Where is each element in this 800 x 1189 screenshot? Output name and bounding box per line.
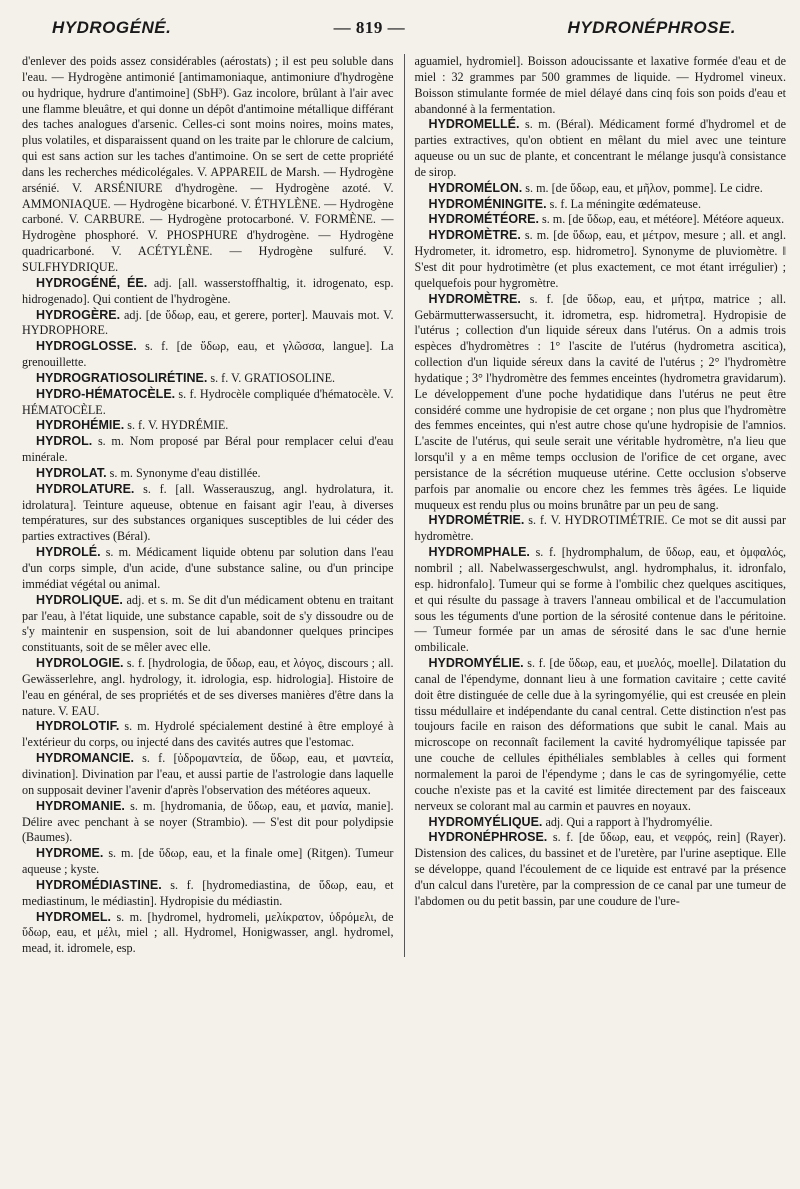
entry-definition: s. m. [de ὕδωρ, eau, et μέτρον, mesure ; all. et angl. Hydrometer, it. idrometro, esp. hidrometro]. Synonyme de pluviomètre. ‖ S'est dit pour hydrotimètre (et plus exactement, ce mot étant irrégulier) ; quelquefois pour hygromètre. (414, 228, 786, 290)
entry-headword: HYDROMYÉLIE. (428, 656, 524, 671)
entry-headword: HYDROMELLÉ. (428, 117, 520, 132)
entry-definition: d'enlever des poids assez considérables (aérostats) ; il est peu soluble dans l'eau. — Hydrogène antimonié [antimamoniaque, antimoniure d'hydrogène ou hydrique, hydrure d'antimoine] (SbH³). Gaz incolore, brûlant à l'air avec une flamme bleuâtre, et qui donne un dépôt d'antimoine métallique différant des taches analogues d'arsenic. Celles-ci sont moins noires, moins mates, plus volatiles, et disparaissent quand on les traite par le chlorure de calcium, qui est sans action sur les taches d'antimoine. On se sert de cette propriété dans les recherches médicolégales. V. APPAREIL de Marsh. — Hydrogène arsénié. V. ARSÉNIURE d'hydrogène. — Hydrogène azoté. V. AMMONIAQUE. — Hydrogène bicarboné. V. ÉTHYLÈNE. — Hydrogène carboné. V. CARBURE. — Hydrogène protocarboné. V. FORMÈNE. — Hydrogène phosphoré. V. PHOSPHURE d'hydrogène. — Hydrogène quadricarboné. V. ACÉTYLÈNE. — Hydrogène sulfuré. V. SULFHYDRIQUE. (22, 54, 394, 274)
dictionary-entry (415, 292, 787, 514)
dictionary-entry (415, 545, 787, 656)
dictionary-entry (22, 545, 394, 593)
left-column (22, 54, 405, 957)
dictionary-entry (415, 656, 787, 814)
entry-headword: HYDROMANCIE. (36, 751, 134, 766)
dictionary-entry (22, 846, 394, 878)
entry-headword: HYDRONÉPHROSE. (428, 830, 548, 845)
entry-headword: HYDROGÈRE. (36, 307, 121, 322)
entry-headword: HYDROMÉTÉORE. (428, 212, 539, 227)
entry-definition: s. f. [de ὕδωρ, eau, et μυελός, moelle]. Dilatation du canal de l'épendyme, donnant lieu à une formation cavitaire ; cette cavité doit être distinguée de celle due à la syringomyélie, qui est creusée en plein tissu médullaire et indépendante du canal central. Cette distinction n'est pas toujours facile en raison des déformations que subit le canal. Mais au microscope on reconnaît facilement la cavité hydromyélique tapissée par une couche de cellules épithéliales semblables à celles qui forment normalement la paroi de l'épendyme ; dans le cas de syringomyélie, cette couche n'existe pas et la cavité est limitée directement par des faisceaux nerveux se colorant mal au carmin et pauvres en noyaux. (414, 656, 786, 813)
entry-headword: HYDROLÉ. (36, 545, 101, 560)
header-right-word: HYDRONÉPHROSE. (567, 18, 736, 37)
entry-headword: HYDROMEL. (36, 909, 111, 924)
dictionary-entry (415, 54, 787, 117)
dictionary-entry (22, 308, 394, 340)
entry-definition: s. f. V. HYDRÉMIE. (127, 418, 229, 433)
running-header (22, 18, 786, 44)
entry-definition: s. m. Hydrolé spécialement destiné à être employé à l'extérieur du corps, ou injecté dans des cavités autres que l'estomac. (22, 719, 394, 750)
entry-headword: HYDROL. (36, 434, 93, 449)
entry-headword: HYDROMÉDIASTINE. (36, 877, 162, 892)
entry-headword: HYDROLOGIE. (36, 656, 124, 671)
entry-headword: HYDROMPHALE. (428, 545, 530, 560)
dictionary-entry (22, 276, 394, 308)
entry-headword: HYDROLATURE. (36, 481, 135, 496)
entry-headword: HYDROGRATIOSOLIRÉTINE. (36, 370, 208, 385)
entry-definition: s. m. Nom proposé par Béral pour remplacer celui d'eau minérale. (22, 434, 394, 465)
dictionary-entry (415, 212, 787, 228)
dictionary-entry (415, 181, 787, 197)
dictionary-entry (22, 54, 394, 276)
dictionary-entry (22, 751, 394, 799)
entry-definition: aguamiel, hydromiel]. Boisson adoucissante et laxative formée d'eau et de miel : 32 grammes par 500 grammes de liquide. — Hydromel vineux. Boisson stimulante formée de miel délayé dans cinq fois son poids d'eau et abandonné à la fermentation. (414, 54, 786, 116)
entry-headword: HYDROLAT. (36, 465, 107, 480)
entry-headword: HYDRO-HÉMATOCÈLE. (36, 386, 176, 401)
right-column (405, 54, 787, 957)
entry-headword: HYDROGÉNÉ, ÉE. (36, 275, 148, 290)
dictionary-entry (415, 815, 787, 831)
header-left-word: HYDROGÉNÉ. (52, 18, 172, 37)
dictionary-entry (415, 228, 787, 291)
entry-definition: s. f. [de ὕδωρ, eau, et γλῶσσα, langue]. La grenouillette. (22, 339, 394, 370)
dictionary-entry (22, 339, 394, 371)
entry-definition: adj. et s. m. Se dit d'un médicament obtenu en traitant par l'eau, à l'état liquide, une substance capable, soit de s'y dissoudre ou de s'y maintenir en suspension, soit de lui abandonner quelques principes constituants, soit de se mêler avec elle. (22, 592, 394, 655)
dictionary-entry (22, 593, 394, 656)
entry-definition: s. m. Synonyme d'eau distillée. (109, 465, 261, 480)
entry-headword: HYDROMÉNINGITE. (428, 196, 547, 211)
entry-definition: s. f. V. HYDROTIMÉTRIE. Ce mot se dit aussi par hydromètre. (414, 513, 786, 544)
entry-definition: s. m. [hydromania, de ὕδωρ, eau, et μανία, manie]. Délire avec penchant à se noyer (Strambio). — S'est dit pour polydipsie (Baumes). (22, 798, 394, 845)
dictionary-entry (415, 197, 787, 213)
dictionary-entry (22, 387, 394, 419)
dictionary-entry (22, 656, 394, 719)
entry-headword: HYDROMANIE. (36, 798, 125, 813)
entry-definition: s. f. Hydrocèle compliquée d'hématocèle. V. HÉMATOCÈLE. (22, 386, 394, 417)
dictionary-entry (22, 482, 394, 545)
dictionary-entry (415, 513, 787, 545)
entry-definition: s. m. Médicament liquide obtenu par solution dans l'eau d'un corps simple, d'un acide, d'une substance saline, ou d'un principe immédiat végétal ou animal. (22, 545, 394, 591)
entry-headword: HYDROMÉTRIE. (428, 513, 525, 528)
entry-definition: s. m. [de ὕδωρ, eau, et la finale ome] (Ritgen). Tumeur aqueuse ; kyste. (22, 846, 394, 877)
dictionary-entry (22, 910, 394, 958)
dictionary-entry (22, 799, 394, 847)
entry-headword: HYDROMÉLON. (428, 180, 523, 195)
entry-definition: s. f. [all. Wasserauszug, angl. hydrolatura, it. idrolatura]. Teinture aqueuse, obtenue en faisant agir l'eau, à diverses températures, sur des substances organiques susceptibles de lui céder des parties extractives (Béral). (22, 481, 394, 544)
entry-definition: s. f. [de ὕδωρ, eau, et νεφρός, rein] (Rayer). Distension des calices, du bassinet et de l'uretère, par l'urine aseptique. Elle se développe, quand l'écoulement de ce liquide est entravé par la présence d'un calcul dans l'uretère, par la compression de ce canal par une tumeur de l'abdomen ou du petit bassin, par une coudure de l'ure- (414, 830, 786, 908)
text-columns (22, 54, 786, 957)
entry-definition: s. f. [hydromphalum, de ὕδωρ, eau, et ὀμφαλός, nombril ; all. Nabelwassergeschwulst, angl. hydromphalus, it. idronfalo, esp. hidronfalo]. Tumeur qui se forme à l'ombilic chez quelques ascitiques, et qui résulte du passage à travers l'anneau ombilical et de l'accumulation sous les téguments d'une portion de la sérosité contenue dans le péritoine. — Tumeur formée par un amas de sérosité dans le sac d'une hernie ombilicale. (414, 545, 786, 655)
entry-definition: s. f. [hydromediastina, de ὕδωρ, eau, et mediastinum, le médiastin]. Hydropisie du médiastin. (22, 877, 394, 908)
dictionary-entry (22, 371, 394, 387)
entry-definition: s. f. V. GRATIOSOLINE. (210, 370, 336, 385)
entry-definition: adj. Qui a rapport à l'hydromyélie. (545, 814, 713, 829)
entry-headword: HYDROGLOSSE. (36, 339, 137, 354)
entry-headword: HYDROMYÉLIQUE. (428, 814, 543, 829)
entry-definition: s. f. [ὑδρομαντεία, de ὕδωρ, eau, et μαντεία, divination]. Divination par l'eau, et aussi partie de l'astrologie dans laquelle on supposait deviner l'avenir d'après l'observation des météores aqueux. (22, 751, 394, 797)
entry-definition: s. f. [hydrologia, de ὕδωρ, eau, et λόγος, discours ; all. Gewässerlehre, angl. hydrology, it. idrologia, esp. hidrologia]. Histoire de l'eau en général, de ses propriétés et de ses diverses manières d'être dans la nature. V. EAU. (22, 656, 394, 718)
dictionary-entry (22, 719, 394, 751)
entry-definition: s. m. (Béral). Médicament formé d'hydromel et de parties extractives, qu'on obtient en mêlant du miel avec une teinture aqueuse ou un suc de plante, et concentrant le mélange jusqu'à consistance de sirop. (414, 117, 786, 179)
dictionary-entry (22, 418, 394, 434)
entry-definition: s. m. [de ὕδωρ, eau, et μῆλον, pomme]. Le cidre. (525, 180, 763, 195)
entry-headword: HYDROME. (36, 846, 104, 861)
dictionary-entry (22, 466, 394, 482)
entry-definition: adj. [all. wasserstoffhaltig, it. idrogenato, esp. hidrogenado]. Qui contient de l'hydrogène. (22, 275, 394, 306)
dictionary-entry (415, 117, 787, 180)
entry-headword: HYDROMÈTRE. (428, 228, 521, 243)
dictionary-entry (415, 830, 787, 909)
entry-definition: s. f. La méningite œdémateuse. (549, 196, 701, 211)
entry-definition: adj. [de ὕδωρ, eau, et gerere, porter]. Mauvais mot. V. HYDROPHORE. (22, 307, 394, 338)
dictionary-entry (22, 878, 394, 910)
entry-headword: HYDROMÈTRE. (428, 291, 521, 306)
entry-definition: s. f. [de ὕδωρ, eau, et μήτρα, matrice ; all. Gebärmutterwassersucht, it. idrometra, esp. hidrometra]. Hydropisie de l'utérus ; collection d'un liquide séreux dans l'utérus. On a admis trois espèces d'hydromètres : 1° l'ascite de l'utérus (hydrometra ascitica), collection d'un liquide séreux dans la cavité de l'utérus ; 2° l'hydromètre hydatique ; 3° l'hydromètre des femmes enceintes (hydrometra gravidarum). Le développement d'une poche hydatidique dans l'utérus ne peut être considéré comme une hydropisie de cet organe ; non plus que l'hydromètre des femmes enceintes, qui n'est autre chose qu'une hydropisie de l'amnios. L'ascite de l'utérus, qui seule serait une véritable hydromètre, n'a lieu que lorsqu'il y a en même temps occlusion de l'orifice de cet organe, avec persistance de la sécrétion muqueuse utérine. Cette occlusion s'observe parfois par anomalie ou encore chez les femmes très âgées. Le liquide muqueux est rendu plus ou moins brunâtre par un peu de sang. (414, 291, 786, 512)
entry-headword: HYDROLOTIF. (36, 719, 120, 734)
entry-definition: s. m. [hydromel, hydromeli, μελίκρατον, ὑδρόμελι, de ὕδωρ, eau, et μέλι, miel ; all. Hydromel, Honigwasser, angl. hydromel, mead, it. idromele, esp. (22, 909, 394, 956)
entry-definition: s. m. [de ὕδωρ, eau, et météore]. Météore aqueux. (541, 212, 785, 227)
dictionary-entry (22, 434, 394, 466)
entry-headword: HYDROHÉMIE. (36, 418, 125, 433)
entry-headword: HYDROLIQUE. (36, 592, 123, 607)
page-number: — 819 — (333, 18, 406, 37)
